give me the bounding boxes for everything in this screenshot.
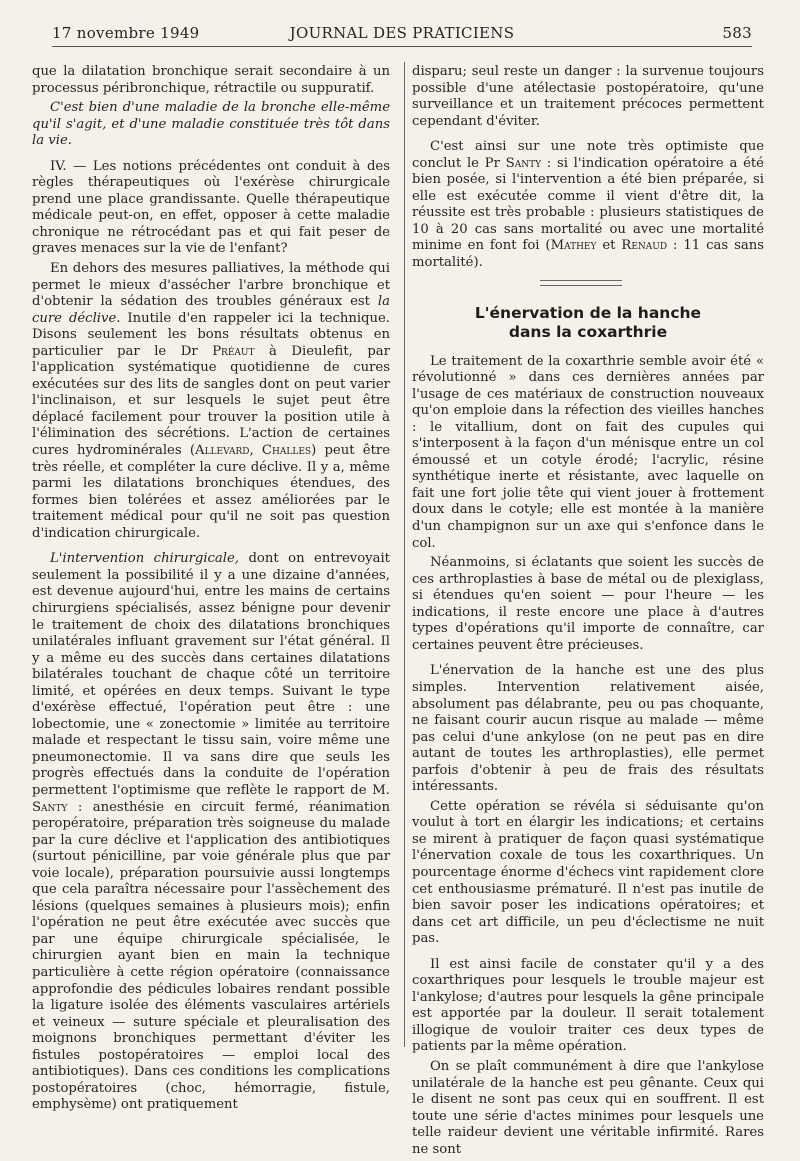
paragraph: disparu; seul reste un danger : la survenue toujours possible d'une atélectasie postopératoire, qu'une surveillance et un traitement précoces permettent cependant d'éviter.: [412, 64, 764, 129]
journal-title: JOURNAL DES PRATICIENS: [289, 24, 515, 42]
header-date: 17 novembre 1949: [52, 24, 200, 42]
right-column: [412, 64, 764, 1161]
author-name: Santy: [32, 799, 68, 815]
section-heading: L'énervation de la hanche dans la coxarthrie: [474, 303, 702, 341]
author-name: Renaud: [621, 238, 668, 254]
paragraph: que la dilatation bronchique serait secondaire à un processus péribronchique, rétractile ou suppuratif.: [32, 64, 390, 96]
column-divider: [404, 62, 405, 1047]
page-header: [52, 24, 752, 47]
paragraph: Le traitement de la coxarthrie semble avoir été « révolutionné » dans ces dernières années par l'usage de ces matériaux de construction nouveaux qu'on emploie dans la réfection des vieilles hanches : le vitallium, dont on fait des cupules qui s'interposent à la façon d'un ménisque entre un col émoussé et un cotyle érodé; l'acrylic, résine synthétique inerte et résistante, avec laquelle on fait une fort jolie tête qui vient jouer à frottement doux dans le cotyle; elle est montée à la manière d'un champignon sur un axe qui s'enfonce dans le col.: [412, 353, 764, 551]
paragraph: Cette opération se révéla si séduisante qu'on voulut à tort en élargir les indications; et certains se mirent à pratiquer de façon quasi systématique l'énervation coxale de tous les coxarthriques. Un pourcentage énorme d'échecs vint rapidement clore cet enthousiasme prématuré. Il n'est pas inutile de bien savoir poser les indications opératoires; et dans cet art difficile, un peu d'éclectisme ne nuit pas.: [412, 798, 764, 947]
author-name: Santy: [505, 155, 542, 171]
paragraph-intervention: L'intervention chirurgicale, dont on entrevoyait seulement la possibilité il y a une dizaine d'années, est devenue aujourd'hui, entre les mains de certains chirurgiens spécialisés, assez bénigne pour devenir le traitement de choix des dilatations bronchiques unilatérales influant gravement sur l'état général. Il y a même eu des succès dans certaines dilatations bilatérales touchant de chaque côté un territoire limité, et opérées en deux temps. Suivant le type d'exérèse effectué, l'opération peut être : une lobectomie, une « zonectomie » limitée au territoire malade et respectant le tissu sain, voire même une pneumonectomie. Il va sans dire que seuls les progrès effectués dans la conduite de l'opération permettent l'optimisme que reflète le rapport de M. Santy : anesthésie en circuit fermé, réanimation peropératoire, préparation très soigneuse du malade par la cure déclive et l'application des antibiotiques (surtout pénicilline, par voie générale plus que par voie locale), préparation poursuivie aussi longtemps que cela paraîtra nécessaire pour l'assèchement des lésions (quelques semaines à plusieurs mois); enfin l'opération ne peut être exécutée avec succès que par une équipe chirurgicale spécialisée, le chirurgien ayant bien en main la technique particulière à cette région opératoire (connaissance approfondie des pédicules lobaires rendant possible la ligature isolée des éléments vasculaires artériels et veineux — suture spéciale et pleuralisation des moignons bronchiques permettant d'éviter les fistules postopératoires — emploi local des antibiotiques). Dans ces conditions les complications postopératoires (choc, hémorragie, fistule, emphysème) ont pratiquement: [32, 551, 390, 1113]
paragraph-conclusion: C'est ainsi sur une note très optimiste que conclut le Pr Santy : si l'indication opératoire a été bien posée, si l'intervention a été bien préparée, si elle est exécutée comme il vient d'être dit, la réussite est très probable : plusieurs statistiques de 10 à 20 cas sans mortalité ou avec une mortalité minime en font foi (Mathey et Renaud : 11 cas sans mortalité).: [412, 139, 764, 271]
italic-paragraph: C'est bien d'une maladie de la bronche elle-même qu'il s'agit, et d'une maladie constituée très tôt dans la vie.: [32, 100, 390, 149]
place-names: Allevard, Challes: [195, 443, 312, 459]
author-name: Mathey: [550, 238, 597, 254]
left-column: [32, 64, 390, 1117]
paragraph-section-iv: IV. — Les notions précédentes ont conduit à des règles thérapeutiques où l'exérèse chirurgicale prend une place grandissante. Quelle thérapeutique médicale peut-on, en effet, opposer à cette maladie chronique ne rétrocédant pas et qui fait peser de graves menaces sur la vie de l'enfant?: [32, 158, 390, 257]
section-divider: [540, 280, 622, 286]
page-number: 583: [722, 24, 752, 42]
paragraph: Il est ainsi facile de constater qu'il y a des coxarthriques pour lesquels le trouble majeur est l'ankylose; d'autres pour lesquels la gêne principale est apportée par la douleur. Il serait totalement illogique de vouloir traiter ces deux types de patients par la même opération.: [412, 956, 764, 1055]
paragraph: L'énervation de la hanche est une des plus simples. Intervention relativement aisée, absolument pas délabrante, peu ou pas choquante, ne faisant courir aucun risque au malade — même pas celui d'une ankylose (on ne peut pas en dire autant de toutes les arthroplasties), elle permet parfois d'obtenir à peu de frais des résultats intéressants.: [412, 663, 764, 795]
paragraph-cure-declive: En dehors des mesures palliatives, la méthode qui permet le mieux d'assécher l'arbre bronchique et d'obtenir la sédation des troubles généraux est la cure déclive. Inutile d'en rappeler ici la technique. Disons seulement les bons résultats obtenus en particulier par le Dr Préaut à Dieulefit, par l'application systématique quotidienne de cures exécutées sur des lits de sangles dont on peut varier l'inclinaison, et sur lesquels le sujet peut être déplacé facilement pour trouver la position utile à l'élimination des sécrétions. L'action de certaines cures hydrominérales (Allevard, Challes) peut être très réelle, et compléter la cure déclive. Il y a, même parmi les dilatations bronchiques étendues, des formes bien tolérées et assez améliorées par le traitement médical pour qu'il ne soit pas question d'indication chirurgicale.: [32, 261, 390, 541]
paragraph: Néanmoins, si éclatants que soient les succès de ces arthroplasties à base de métal ou de plexiglass, si étendues qu'en soient — pour l'heure — les indications, il reste encore une place à d'autres types d'opérations qu'il importe de connaître, car certaines peuvent être précieuses.: [412, 555, 764, 653]
paragraph: On se plaît communément à dire que l'ankylose unilatérale de la hanche est peu gênante. Ceux qui le disent ne sont pas ceux qui en souffrent. Il est toute une série d'actes minimes pour lesquels une telle raideur devient une véritable infirmité. Rares ne sont: [412, 1058, 764, 1157]
author-name: Préaut: [212, 343, 255, 359]
